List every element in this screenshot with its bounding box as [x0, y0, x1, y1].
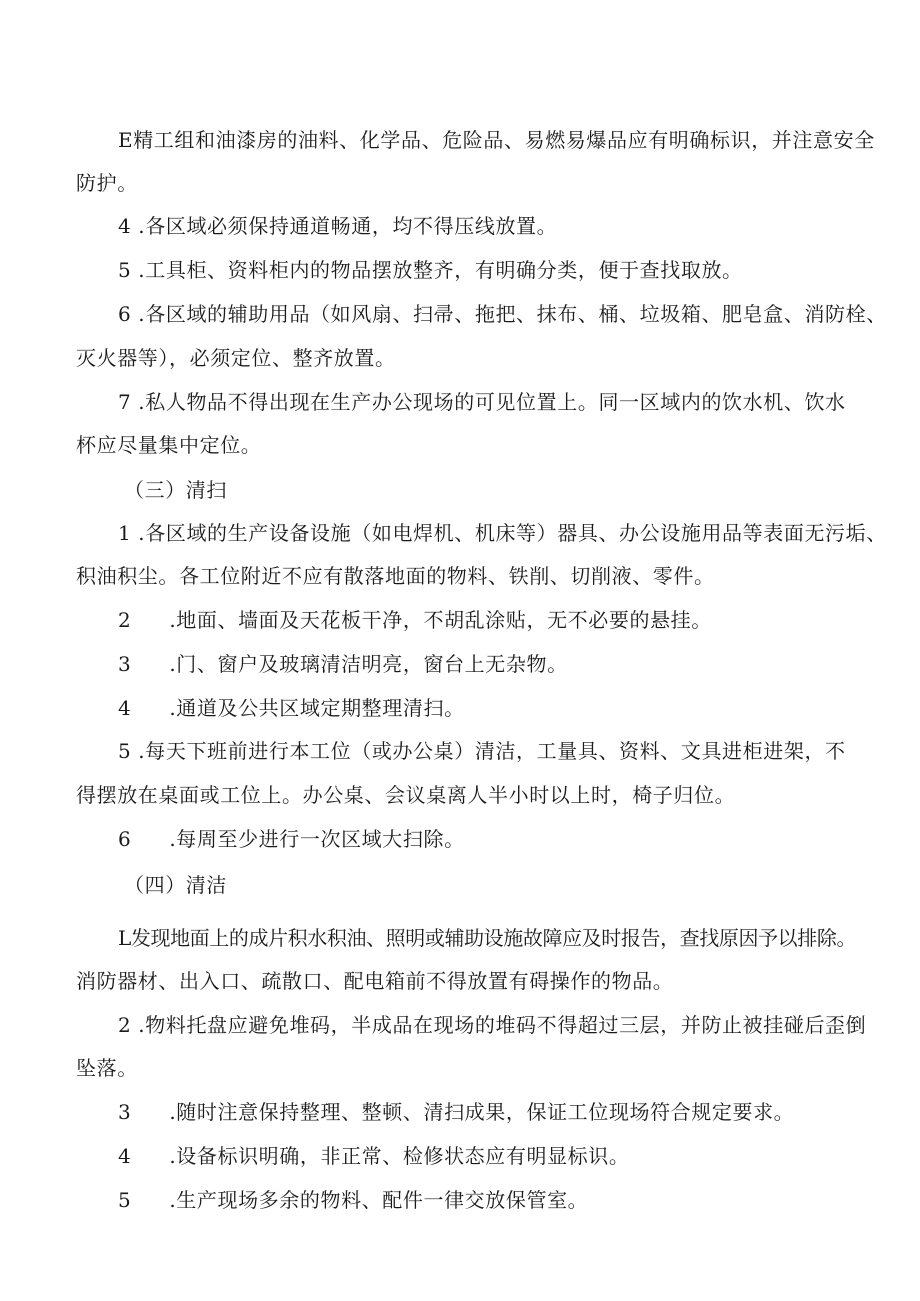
list-item [118, 1143, 630, 1169]
paragraph-line: 消防器材、出入口、疏散口、配电箱前不得放置有碍操作的物品。 [76, 969, 674, 993]
list-item [118, 651, 568, 677]
list-item-number: 4 [118, 696, 132, 720]
section-heading: （三）清扫 [124, 478, 227, 502]
list-item-number: 3 [118, 1100, 132, 1124]
list-item-text: .通道及公共区域定期整理清扫。 [169, 696, 465, 720]
list-item-text: .地面、墙面及天花板干净，不胡乱涂贴，无不必要的悬挂。 [169, 608, 712, 632]
paragraph-line: 灭火器等），必须定位、整齐放置。 [76, 346, 396, 370]
section-heading: （四）清洁 [124, 873, 227, 897]
paragraph-line: 坠落。 [76, 1056, 138, 1080]
paragraph-line: 4 .各区域必须保持通道畅通，均不得压线放置。 [118, 214, 558, 238]
paragraph-line: E精工组和油漆房的油料、化学品、危险品、易燃易爆品应有明确标识，并注意安全 [118, 128, 875, 152]
paragraph-line: L发现地面上的成片积水积油、照明或辅助设施故障应及时报告，查找原因予以排除。 [118, 926, 857, 950]
paragraph-line: 得摆放在桌面或工位上。办公桌、会议桌离人半小时以上时，椅子归位。 [76, 783, 736, 807]
paragraph-line: 5 .工具柜、资料柜内的物品摆放整齐，有明确分类，便于查找取放。 [118, 258, 743, 282]
paragraph-line: 7 .私人物品不得出现在生产办公现场的可见位置上。同一区域内的饮水机、饮水 [118, 390, 846, 414]
list-item-number: 5 [118, 1188, 132, 1212]
list-item-number: 6 [118, 827, 132, 851]
paragraph-line: 1 .各区域的生产设备设施（如电焊机、机床等）器具、办公设施用品等表面无污垢、 [118, 521, 887, 545]
paragraph-line: 积油积尘。各工位附近不应有散落地面的物料、铁削、切削液、零件。 [76, 564, 715, 588]
paragraph-line: 2 .物料托盘应避免堆码，半成品在现场的堆码不得超过三层，并防止被挂碰后歪倒 [118, 1013, 867, 1037]
list-item-number: 4 [118, 1144, 132, 1168]
list-item-text: .随时注意保持整理、整顿、清扫成果，保证工位现场符合规定要求。 [169, 1100, 795, 1124]
list-item [118, 1187, 588, 1213]
paragraph-line: 5 .每天下班前进行本工位（或办公桌）清洁，工量具、资料、文具进柜进架，不 [118, 739, 846, 763]
list-item-text: .每周至少进行一次区域大扫除。 [169, 827, 465, 851]
list-item [118, 695, 465, 721]
list-item-text: .门、窗户及玻璃清洁明亮，窗台上无杂物。 [169, 652, 568, 676]
list-item-number: 3 [118, 652, 132, 676]
paragraph-line: 杯应尽量集中定位。 [76, 433, 262, 457]
list-item-number: 2 [118, 608, 132, 632]
list-item [118, 607, 712, 633]
list-item [118, 826, 465, 852]
list-item-text: .设备标识明确，非正常、检修状态应有明显标识。 [169, 1144, 630, 1168]
paragraph-line: 6 .各区域的辅助用品（如风扇、扫帚、拖把、抹布、桶、垃圾箱、肥皂盒、消防栓、 [118, 302, 887, 326]
paragraph-line: 防护。 [76, 171, 138, 195]
list-item [118, 1099, 794, 1125]
list-item-text: .生产现场多余的物料、配件一律交放保管室。 [169, 1188, 589, 1212]
